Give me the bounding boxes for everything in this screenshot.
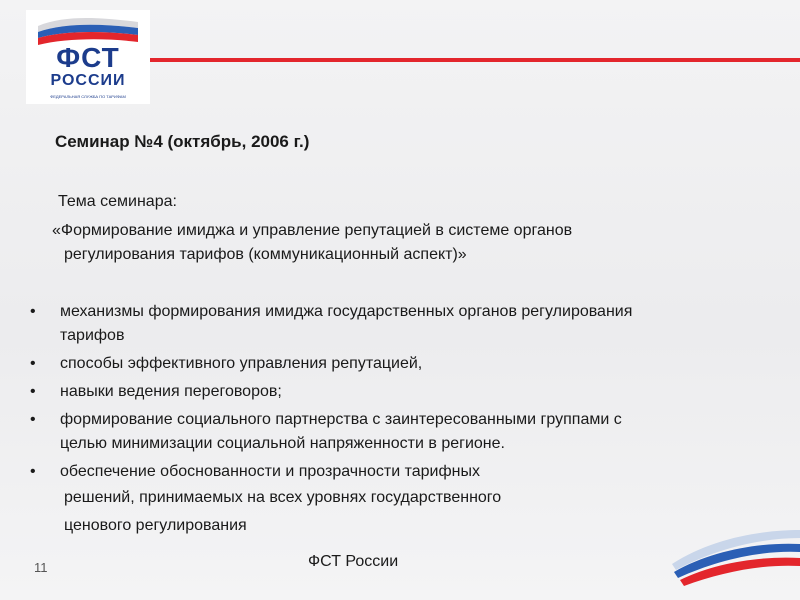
bullet-item	[26, 380, 786, 404]
bullet-marker: •	[30, 303, 36, 320]
logo-country: РОССИИ	[50, 72, 126, 89]
bullet-line: формирование социального партнерства с заинтересованными группами с	[60, 411, 622, 428]
bullet-item	[26, 352, 786, 376]
decorative-swoosh-icon	[662, 508, 800, 600]
continuation-line-1: решений, принимаемых на всех уровнях государственного	[64, 489, 502, 506]
seminar-title: Семинар №4 (октябрь, 2006 г.)	[55, 132, 310, 151]
footer-organization: ФСТ России	[308, 553, 399, 570]
bullet-line: обеспечение обоснованности и прозрачности тарифных	[60, 463, 480, 480]
bullet-line: механизмы формирования имиджа государственных органов регулирования	[60, 303, 633, 320]
bullet-line: тарифов	[60, 327, 125, 344]
bullet-list	[26, 300, 786, 488]
bullet-line: способы эффективного управления репутацией,	[60, 355, 423, 372]
bullet-item	[26, 460, 786, 484]
page-number: 11	[34, 560, 48, 575]
bullet-marker: •	[30, 355, 36, 372]
fst-logo	[26, 10, 150, 104]
bullet-line: навыки ведения переговоров;	[60, 383, 282, 400]
bullet-line: целью минимизации социальной напряженности в регионе.	[60, 435, 505, 452]
topic-line-2: регулирования тарифов (коммуникационный аспект)»	[64, 246, 467, 263]
bullet-marker: •	[30, 383, 36, 400]
logo-abbreviation: ФСТ	[56, 42, 120, 73]
topic-line-1: «Формирование имиджа и управление репутацией в системе органов	[52, 222, 573, 239]
bullet-marker: •	[30, 463, 36, 480]
bullet-item	[26, 408, 786, 456]
topic-label: Тема семинара:	[58, 193, 177, 210]
bullet-item	[26, 300, 786, 348]
bullet-marker: •	[30, 411, 36, 428]
logo-subtitle: ФЕДЕРАЛЬНАЯ СЛУЖБА ПО ТАРИФАМ	[50, 94, 126, 99]
continuation-line-2: ценового регулирования	[64, 517, 247, 534]
header-red-line	[150, 58, 800, 62]
